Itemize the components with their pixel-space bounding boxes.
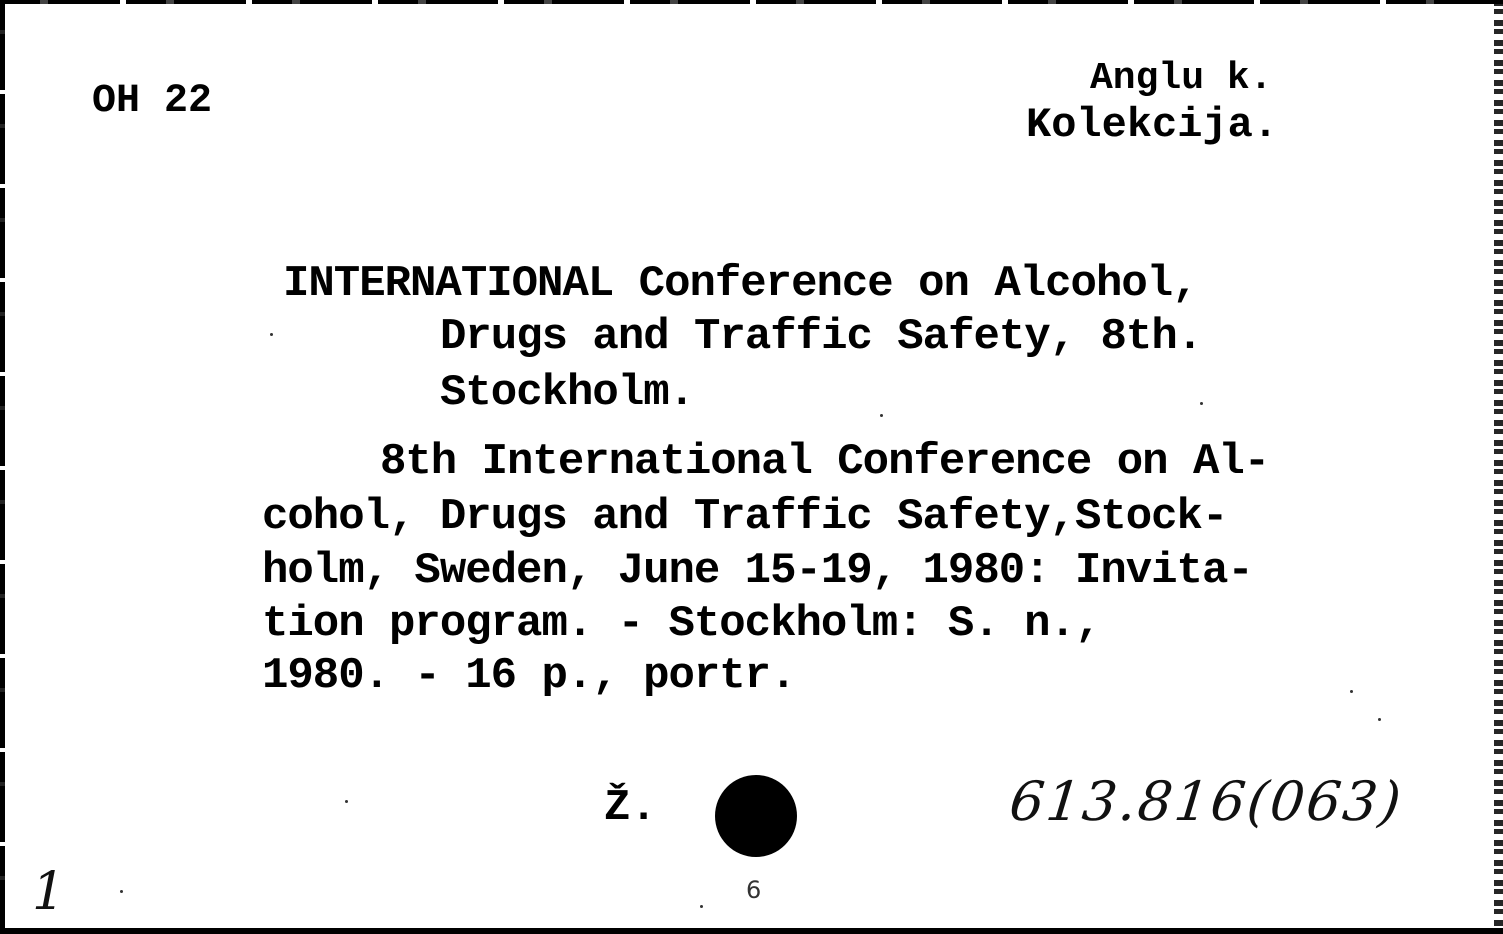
collection-line-1: Anglu k. (1090, 57, 1273, 100)
heading-line-3: Stockholm. (440, 368, 695, 418)
speck (880, 414, 883, 417)
speck (700, 905, 703, 908)
heading-line-2: Drugs and Traffic Safety, 8th. (440, 312, 1203, 362)
call-number: OH 22 (92, 79, 213, 124)
small-mark: 6 (746, 876, 762, 904)
speck (1378, 718, 1381, 721)
speck (1350, 690, 1353, 693)
card-top-edge (0, 0, 1503, 4)
card-bottom-edge (0, 928, 1503, 934)
body-line-5: 1980. - 16 p., portr. (262, 651, 796, 701)
heading-line-1: INTERNATIONAL Conference on Alcohol, (283, 259, 1198, 309)
handwritten-number: 1 (32, 862, 66, 922)
speck (270, 333, 273, 336)
collection-line-2: Kolekcija. (1026, 101, 1279, 149)
body-line-2: cohol, Drugs and Traffic Safety,Stock- (262, 492, 1228, 542)
card-right-edge (1494, 0, 1503, 934)
mark-z: Ž. (604, 783, 657, 833)
card-left-edge (0, 0, 5, 934)
body-line-4: tion program. - Stockholm: S. n., (262, 599, 1101, 649)
classification-number: 613.816(063) (1006, 770, 1406, 833)
speck (1200, 402, 1203, 405)
speck (345, 800, 348, 803)
body-line-3: holm, Sweden, June 15-19, 1980: Invita- (262, 546, 1253, 596)
speck (120, 890, 123, 893)
punched-hole-dot (715, 775, 797, 857)
body-line-1: 8th International Conference on Al- (380, 437, 1270, 487)
